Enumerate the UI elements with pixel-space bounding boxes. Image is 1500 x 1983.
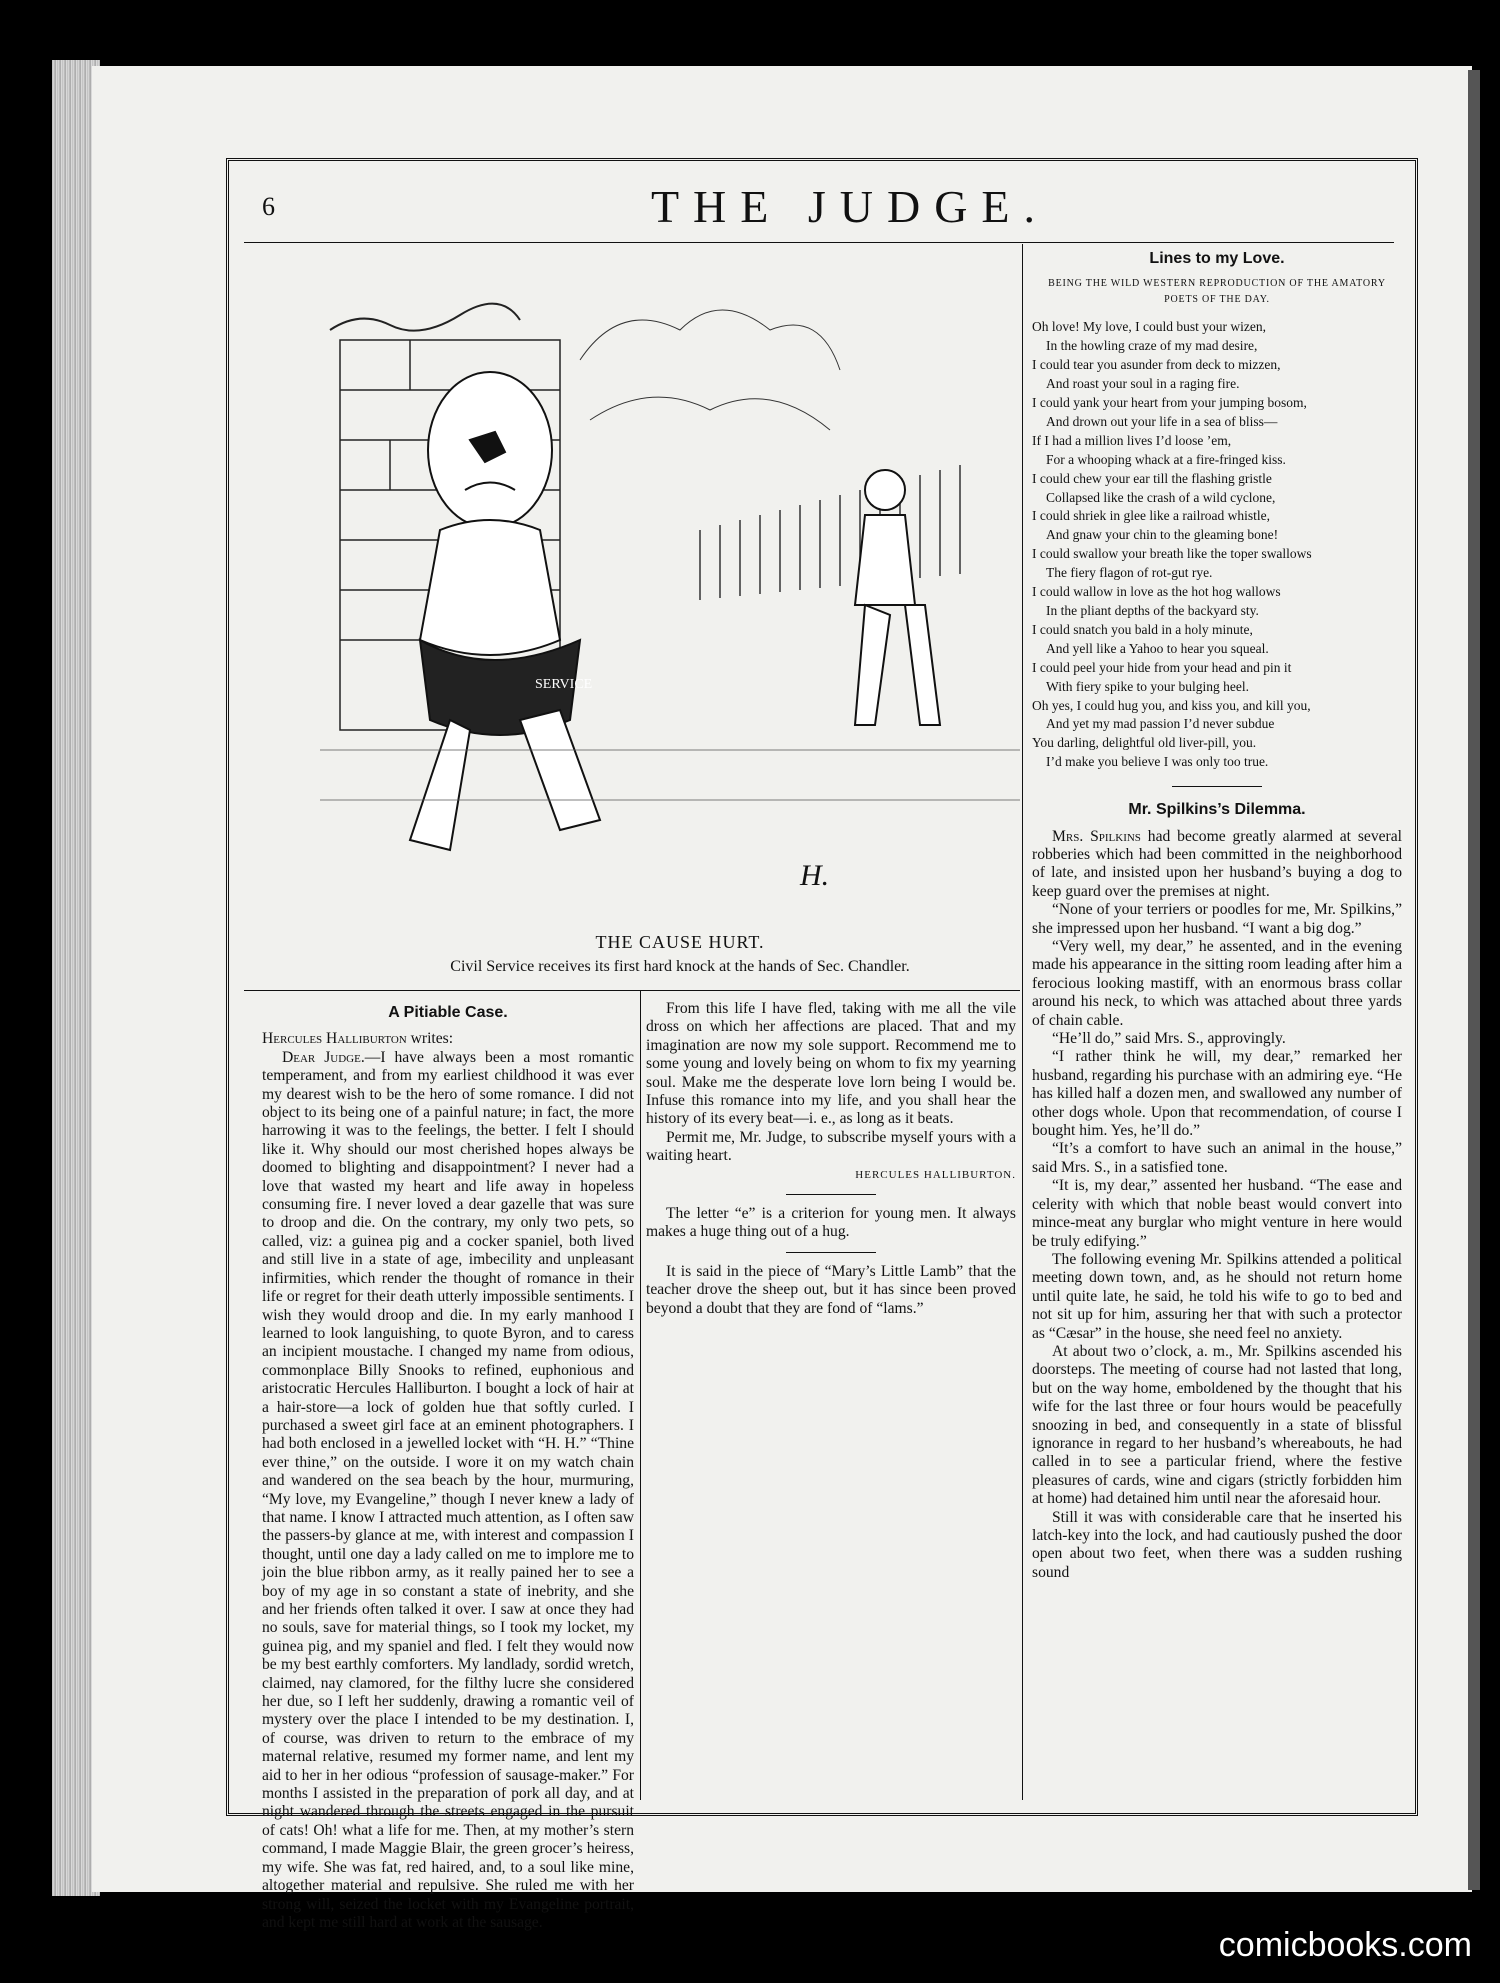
poem-line: And drown out your life in a sea of bliss— xyxy=(1046,413,1278,429)
poem-line: I could tear you asunder from deck to mizzen, xyxy=(1032,357,1281,373)
story-paragraph: “None of your terriers or poodles for me, Mr. Spilkins,” she impressed upon her husband. “I want a big dog.” xyxy=(1032,901,1402,937)
sash-text: SERVICE xyxy=(535,677,593,692)
poem-line: I could wallow in love as the hot hog wallows xyxy=(1032,584,1281,600)
masthead-rule xyxy=(244,242,1394,243)
story-paragraph: The following evening Mr. Spilkins attended a political meeting down town, and, as he should not return home until quite late, he said, he told his wife to go to bed and not sit up for him, assuring her that with such a protector as “Cæsar” in the house, she need feel no anxiety. xyxy=(1032,1250,1402,1342)
byline-name: Hercules Halliburton xyxy=(262,1030,407,1048)
book-right-edge xyxy=(1468,70,1480,1890)
article-closing: Permit me, Mr. Judge, to subscribe myself yours with a waiting heart. xyxy=(646,1128,1016,1165)
story-paragraph: “I rather think he will, my dear,” remarked her husband, regarding his purchase with an admiring eye. “He has killed half a dozen men, and swallowed any number of other dogs whole. Upon that recommendation, of course I bought him. Yes, he’ll do.” xyxy=(1032,1048,1402,1140)
filler-lamb: It is said in the piece of “Mary’s Little Lamb” that the teacher drove the sheep out, but it has since been proved beyond a doubt that they are fond of “lams.” xyxy=(646,1262,1016,1317)
story-paragraph: Still it was with considerable care that he inserted his latch-key into the lock, and had cautiously pushed the door open about two feet, when there was a sudden rushing sound xyxy=(1032,1508,1402,1581)
page-number: 6 xyxy=(262,192,275,221)
poem-line: And yet my mad passion I’d never subdue xyxy=(1046,716,1275,732)
story-paragraph: At about two o’clock, a. m., Mr. Spilkins ascended his doorsteps. The meeting of course had not lasted that long, but on the way home, emboldened by the thought that his wife for the last three or four hours would be peacefully snoozing in bed, and consequently in a state of blissful ignorance in regard to her husband’s whereabouts, he had called in to see a particular friend, where the festive pleasures of cards, wine and cigars (strictly forbidden him at home) had detained him until near the aforesaid hour. xyxy=(1032,1342,1402,1508)
column-divider-right xyxy=(1022,244,1023,1800)
cartoon-illustration xyxy=(320,280,1020,910)
illustration-rule xyxy=(244,990,1020,991)
story-paragraph: “It is, my dear,” assented her husband. “The ease and celerity with which that noble beast would convert into mince-meat any burglar who might venture in here would be truly edifying.” xyxy=(1032,1177,1402,1250)
masthead-title: THE JUDGE. xyxy=(650,181,1050,232)
poem-line: In the pliant depths of the backyard sty. xyxy=(1046,603,1259,618)
article-paragraph: —I have always been a most romantic temperament, and from my earliest childhood it was ever my dearest wish to be the hero of some romance. I did not object to its being one of a painful nature; in fact, the more harrowing it was to the feelings, the better. I felt I should like it. Why should our most cherished hopes always be doomed to blighting and disappointment? I never had a love that wasted my heart and life away in hopeless consuming fire. I never loved a dear gazelle that was sure to droop and die. On the contrary, my only two pets, so called, viz: a guinea pig and a cocker spaniel, both lived and still live in a state of age, imbecility and unpleasant infirmities, which render the thought of romance in their life or regret for their death utterly impossible sentiments. I wish they would droop and die. In my early manhood I learned to look languishing, to quote Byron, and to caress an incipient moustache. I changed my name from odious, commonplace Billy Snooks to refined, euphonious and aristocratic Hercules Halliburton. I bought a lock of hair at a hair-store—a lock of golden hue that softly curled. I purchased a sweet girl face at an eminent photographers. I had both enclosed in a jewelled locket with “H. H.” “Thine ever thine,” on the outside. I wore it on my watch chain and wandered on the sea beach by the hour, murmuring, “My love, my Evangeline,” though I never knew a lady of that name. I know I attracted much attention, as I often saw the passers-by glance at me, with interest and compassion I thought, until one day a lady called on me to implore me to join the blue ribbon army, as it really pained her to see a boy of my age in so constant a state of inebrity, and she and her friends often talked it over. I saw at once they had no souls, save for material things, so I took my locket, my guinea pig, and my spaniel and fled. I felt they would now be my best earthly comforters. My landlady, sordid wretch, claimed, nay clamored, for the filthy lucre she considered her due, so I left her suddenly, drawing a romantic veil of mystery over the place I intended to be my destination. I, of course, was driven to return to the embrace of my maternal relative, resumed my former name, and lent my aid to her in her odious “profession of sausage-maker.” For months I assisted in the preparation of pork all day, and at night wandered through the streets engaged in the pursuit of cats! Oh! what a life for me. Then, at my mother’s stern command, I made Maggie Blair, the green grocer’s heiress, my wife. She was fat, red haired, and, to a soul like mine, altogether material and repulsive. She ruled me with her strong will, seized the locket with my Evangeline portrait, and kept me still hard at work at the sausage. xyxy=(262,1048,634,1931)
poem-line: I could chew your ear till the flashing gristle xyxy=(1032,470,1272,486)
poem-body xyxy=(1032,318,1402,772)
poem-line: I could swallow your breath like the toper swallows xyxy=(1032,546,1312,562)
poem-intro: BEING THE WILD WESTERN REPRODUCTION OF THE AMATORY POETS OF THE DAY. xyxy=(1048,278,1386,306)
poem-line: Oh yes, I could hug you, and kiss you, and kill you, xyxy=(1032,697,1311,713)
poem-line: The fiery flagon of rot-gut rye. xyxy=(1046,565,1213,581)
article-pitiable-case-column-1 xyxy=(262,1000,634,1931)
article-signature: HERCULES HALLIBURTON. xyxy=(855,1168,1016,1181)
byline-rest: writes: xyxy=(406,1030,454,1048)
poem-line: Collapsed like the crash of a wild cyclone, xyxy=(1046,489,1276,505)
column-divider-left xyxy=(640,990,641,1800)
separator xyxy=(786,1252,876,1253)
poem-line: If I had a million lives I’d loose ’em, xyxy=(1032,432,1232,448)
poem-line: I could snatch you bald in a holy minute, xyxy=(1032,621,1253,637)
poem-line: And yell like a Yahoo to hear you squeal. xyxy=(1046,640,1269,656)
poem-line: In the howling craze of my mad desire, xyxy=(1046,338,1258,354)
separator xyxy=(786,1194,876,1195)
poem-line: For a whooping whack at a fire-fringed kiss. xyxy=(1046,451,1286,467)
poem-title: Lines to my Love. xyxy=(1149,250,1285,267)
salutation: Dear Judge. xyxy=(282,1048,365,1066)
story-paragraph: had become greatly alarmed at several robberies which had been committed in the neighborhood of late, and insisted upon her husband’s buying a dog to keep guard over the premises at night. xyxy=(1032,827,1402,900)
artist-signature: H. xyxy=(800,859,830,892)
poem-line: Oh love! My love, I could bust your wizen, xyxy=(1032,319,1266,335)
poem-line: I’d make you believe I was only too true. xyxy=(1046,754,1269,770)
story-paragraph: “It’s a comfort to have such an animal in the house,” said Mrs. S., in a satisfied tone. xyxy=(1032,1140,1402,1176)
poem-line: You darling, delightful old liver-pill, you. xyxy=(1032,735,1257,751)
poem-line: And gnaw your chin to the gleaming bone! xyxy=(1046,527,1279,543)
poem-line: I could yank your heart from your jumping bosom, xyxy=(1032,395,1307,411)
poem-line: I could shriek in glee like a railroad whistle, xyxy=(1032,508,1271,524)
article-paragraph: From this life I have fled, taking with me all the vile dross on which her affections are placed. That and my imagination are now my sole support. Recommend me to some young and lovely being on whom to fix my yearning soul. Make me the desperate love lorn being I would be. Infuse this romance into my life, and you shall hear the history of its every beat—i. e., as long as it beats. xyxy=(646,1000,1016,1128)
story-paragraph: “Very well, my dear,” he assented, and in the evening made his appearance in the sitting room leading after him a ferocious looking mastiff, with an enormous brass collar around his neck, to which was attached about three yards of chain cable. xyxy=(1032,938,1402,1029)
filler-letter-e: The letter “e” is a criterion for young men. It always makes a huge thing out of a hug. xyxy=(646,1205,1016,1241)
poem-line: I could peel your hide from your head and pin it xyxy=(1032,659,1292,675)
poem-line: And roast your soul in a raging fire. xyxy=(1046,376,1240,392)
site-watermark: comicbooks.com xyxy=(1218,1926,1472,1964)
separator xyxy=(1172,786,1262,787)
poem-line: With fiery spike to your bulging heel. xyxy=(1046,678,1250,694)
article-pitiable-case-column-2 xyxy=(646,1000,1016,1800)
story-paragraph: “He’ll do,” said Mrs. S., approvingly. xyxy=(1052,1030,1286,1048)
story-opening-name: Mrs. Spilkins xyxy=(1052,827,1141,845)
article-title: A Pitiable Case. xyxy=(388,1004,508,1021)
story-title: Mr. Spilkins’s Dilemma. xyxy=(1128,801,1306,819)
illustration-caption-subtitle: Civil Service receives its first hard knock at the hands of Sec. Chandler. xyxy=(450,958,910,975)
illustration-caption-title: THE CAUSE HURT. xyxy=(595,932,765,952)
right-column xyxy=(1032,246,1402,1800)
